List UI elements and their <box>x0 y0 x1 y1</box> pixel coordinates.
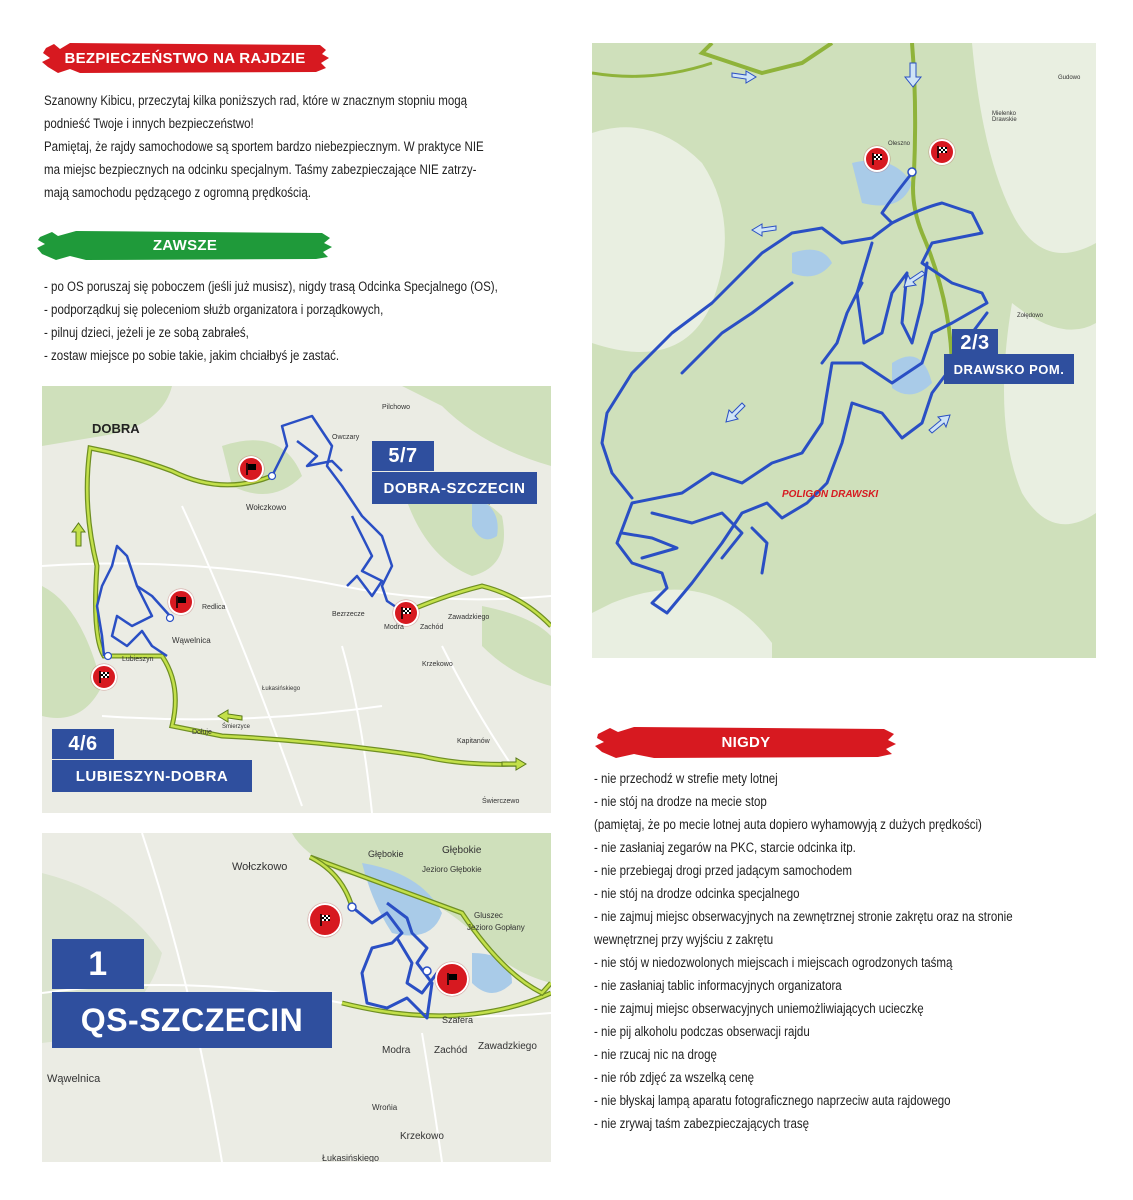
place-label: Dołuje <box>192 729 212 736</box>
never-item: - nie zajmuj miejsc obserwacyjnych na zewnętrznej stronie zakrętu oraz na stronie <box>594 909 1013 924</box>
place-label: Wąwelnica <box>172 636 211 645</box>
map-dobra <box>42 386 551 813</box>
place-label: Kapitanów <box>457 738 490 745</box>
safety-title: BEZPIECZEŃSTWO NA RAJDZIE <box>64 49 306 67</box>
place-label: Pilchowo <box>382 404 411 411</box>
place-label: Lubieszyn <box>122 656 154 663</box>
never-item: - nie pij alkoholu podczas obserwacji rajdu <box>594 1024 810 1039</box>
place-label: Głębokie <box>368 849 404 859</box>
never-item: - nie stój na drodze odcinka specjalnego <box>594 886 800 901</box>
never-item: - nie zajmuj miejsc obserwacyjnych uniemożliwiających ucieczkę <box>594 1001 924 1016</box>
place-label: Oleszno <box>888 141 911 147</box>
map-dobra-base <box>42 386 551 813</box>
lubieszyn-stage-name: LUBIESZYN-DOBRA <box>52 760 252 792</box>
never-item: - nie błyskaj lampą aparatu fotograficznego naprzeciw auta rajdowego <box>594 1093 951 1108</box>
place-label: Krzekowo <box>400 1131 444 1142</box>
place-label: Zołędowo <box>1017 313 1044 319</box>
lubieszyn-start-flag-icon <box>168 589 194 615</box>
place-label: Bezrzecze <box>332 611 365 618</box>
never-banner <box>594 722 898 762</box>
safety-line: mają samochodu pędzącego z ogromną prędkością. <box>44 185 311 200</box>
place-label: Śmierzyce <box>222 724 251 730</box>
dobra-stage-name: DOBRA-SZCZECIN <box>372 472 537 504</box>
always-item: - podporządkuj się poleceniom służb organizatora i porządkowych, <box>44 302 384 317</box>
place-label: Jezioro Gopłany <box>467 923 525 932</box>
dobra-stage-number: 5/7 <box>372 441 434 471</box>
place-label: Redlica <box>202 604 226 611</box>
place-label: Jezioro Głębokie <box>422 865 482 874</box>
place-label: Głębokie <box>442 845 482 856</box>
place-label: Szafera <box>442 1015 474 1025</box>
never-item: - nie zasłaniaj tablic informacyjnych organizatora <box>594 978 842 993</box>
place-label: Wołczkowo <box>232 861 288 873</box>
dobra-start-flag-icon <box>238 456 264 482</box>
drawsko-stage-number: 2/3 <box>952 329 998 357</box>
never-item: - nie rzucaj nic na drogę <box>594 1047 717 1062</box>
lubieszyn-finish-flag-icon <box>91 664 117 690</box>
map-qs <box>42 833 551 1162</box>
never-item: - nie zrywaj taśm zabezpieczających trasę <box>594 1116 810 1131</box>
qs-finish-flag-icon <box>308 903 342 937</box>
place-label: Łukasińskiego <box>322 1153 380 1162</box>
place-label: Wrońia <box>372 1103 398 1112</box>
always-item: - po OS poruszaj się poboczem (jeśli już musisz), nigdy trasą Odcinka Specjalnego (OS), <box>44 279 498 294</box>
never-item: - nie stój w niedozwolonych miejscach i miejscach ogrodzonych taśmą <box>594 955 953 970</box>
never-item: - nie przechodź w strefie mety lotnej <box>594 771 778 786</box>
safety-text <box>44 89 543 204</box>
drawsko-start-flag-icon <box>864 146 890 172</box>
never-item: - nie przebiegaj drogi przed jadącym samochodem <box>594 863 852 878</box>
place-label: Gluszec <box>474 911 503 920</box>
place-label: Zawadzkiego <box>448 614 490 621</box>
safety-line: podnieść Twoje i innych bezpieczeństwo! <box>44 116 254 131</box>
dobra-finish-flag-icon <box>393 600 419 626</box>
place-label: Wołczkowo <box>246 503 287 512</box>
lubieszyn-stage-number: 4/6 <box>52 729 114 759</box>
qs-stage-name: QS-SZCZECIN <box>52 992 332 1048</box>
map-drawsko-base <box>592 43 1096 658</box>
place-label: Zachód <box>420 624 444 631</box>
safety-line: Szanowny Kibicu, przeczytaj kilka poniższych rad, które w znacznym stopniu mogą <box>44 93 468 108</box>
map-drawsko <box>592 43 1096 658</box>
safety-line: ma miejsc bezpiecznych na odcinku specjalnym. Taśmy zabezpieczające NIE zatrzy- <box>44 162 477 177</box>
never-item: wewnętrznej przy wyjściu z zakrętu <box>594 932 774 947</box>
never-item: - nie zasłaniaj zegarów na PKC, starcie odcinka itp. <box>594 840 856 855</box>
town-dobra: DOBRA <box>92 421 140 436</box>
place-label: Modra <box>384 624 404 631</box>
place-label: Łukasińskiego <box>262 686 301 692</box>
drawsko-stage-name: DRAWSKO POM. <box>944 354 1074 384</box>
qs-start-flag-icon <box>435 962 469 996</box>
never-title: NIGDY <box>721 733 771 751</box>
place-label: Owczary <box>332 434 360 441</box>
never-item: - nie stój na drodze na mecie stop <box>594 794 767 809</box>
never-item: - nie rób zdjęć za wszelką cenę <box>594 1070 755 1085</box>
safety-banner <box>40 40 330 76</box>
always-list <box>44 275 551 367</box>
always-banner <box>36 227 334 263</box>
never-list <box>594 767 1093 1135</box>
place-label: Zawadzkiego <box>478 1041 537 1052</box>
always-item: - pilnuj dzieci, jeżeli je ze sobą zabrałeś, <box>44 325 249 340</box>
never-item: (pamiętaj, że po mecie lotnej auta dopiero wyhamowyją z dużych prędkości) <box>594 817 982 832</box>
safety-line: Pamiętaj, że rajdy samochodowe są sportem bardzo niebezpiecznym. W praktyce NIE <box>44 139 484 154</box>
place-label: Krzekowo <box>422 661 453 668</box>
place-label: Wąwelnica <box>47 1073 101 1085</box>
always-item: - zostaw miejsce po sobie takie, jakim chciałbyś je zastać. <box>44 348 340 363</box>
place-label: Świerczewo <box>482 798 520 805</box>
drawsko-finish-flag-icon <box>929 139 955 165</box>
place-label: Modra <box>382 1045 411 1056</box>
place-label: Gudowo <box>1058 75 1081 81</box>
place-label: Mielenko Drawskie <box>992 111 1017 123</box>
always-title: ZAWSZE <box>152 236 218 254</box>
place-label: Zachód <box>434 1045 468 1056</box>
qs-stage-number: 1 <box>52 939 144 989</box>
poligon-label: POLIGON DRAWSKI <box>782 489 879 500</box>
